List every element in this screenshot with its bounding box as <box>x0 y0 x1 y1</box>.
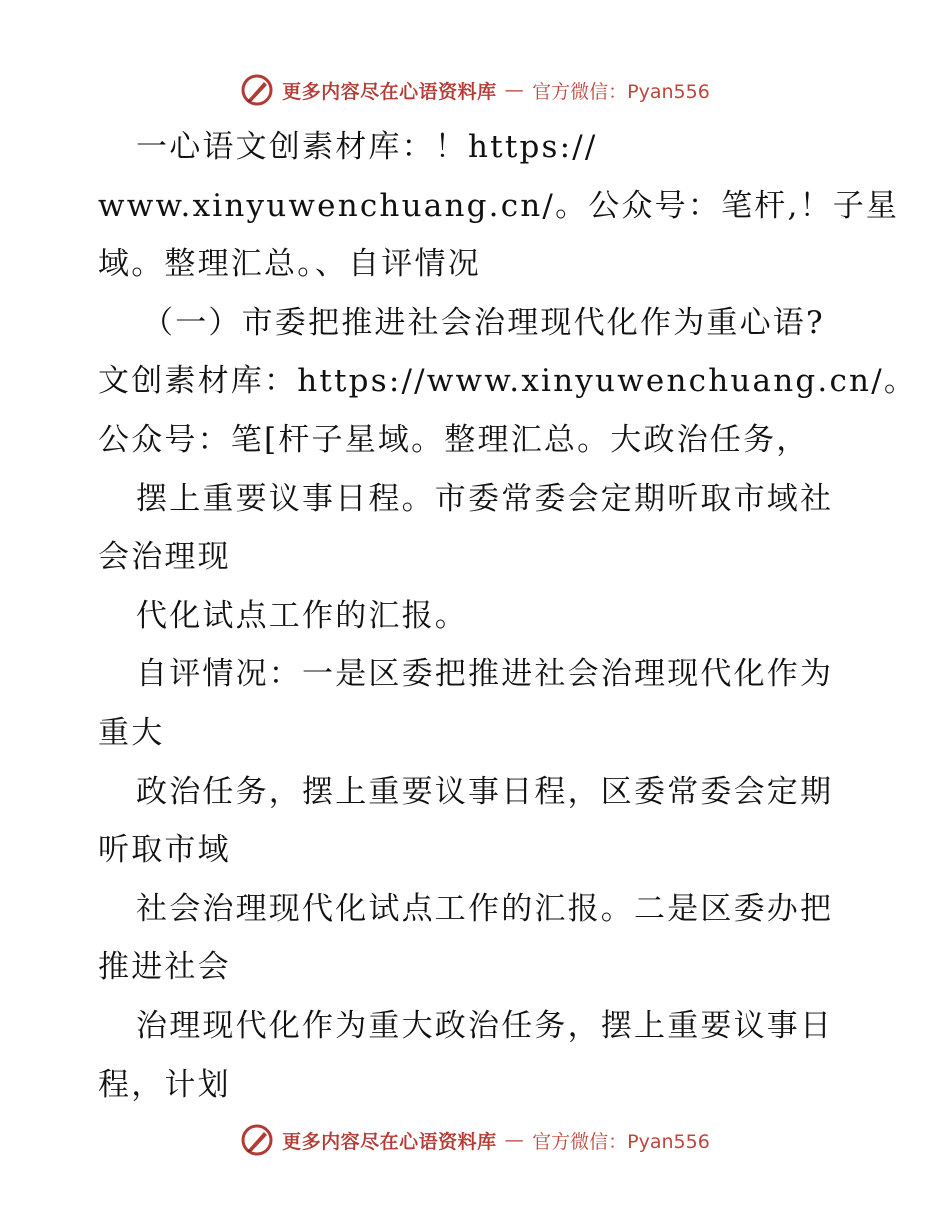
body-line: 公众号：笔[杆子星域。整理汇总。大政治任务， <box>98 421 810 458</box>
body-line: 重大 <box>98 714 165 751</box>
pen-logo-icon <box>240 1123 274 1157</box>
body-line: （一）市委把推进社会治理现代化作为重心语? <box>142 304 825 341</box>
body-line: 治理现代化作为重大政治任务，摆上重要议事日 <box>136 1007 834 1044</box>
footer-banner <box>0 1120 950 1160</box>
banner-contact: 官方微信：Pyan556 <box>532 1130 710 1153</box>
banner-separator: — <box>504 79 525 101</box>
banner-title: 更多内容尽在心语资料库 <box>282 1130 497 1153</box>
document-body <box>98 118 918 1114</box>
body-line: 推进社会 <box>98 949 231 986</box>
body-line: 听取市域 <box>98 832 231 869</box>
body-line: 社会治理现代化试点工作的汇报。二是区委办把 <box>136 890 834 927</box>
banner-separator: — <box>504 1129 525 1151</box>
body-line: 文创素材库：https://www.xinyuwenchuang.cn/。 <box>98 363 918 400</box>
banner-contact: 官方微信：Pyan556 <box>532 80 710 103</box>
body-line: 一心语文创素材库：！https:// <box>136 129 598 165</box>
pen-logo-icon <box>240 73 274 107</box>
body-line: 域。整理汇总。、自评情况 <box>98 246 481 283</box>
body-line: 政治任务，摆上重要议事日程，区委常委会定期 <box>136 773 834 810</box>
header-banner <box>0 70 950 110</box>
body-line: 自评情况：一是区委把推进社会治理现代化作为 <box>136 656 834 693</box>
body-line: 程，计划 <box>98 1066 231 1103</box>
banner-title: 更多内容尽在心语资料库 <box>282 80 497 103</box>
body-line: 会治理现 <box>98 539 231 576</box>
body-line: www.xinyuwenchuang.cn/。公众号：笔杆,！子星 <box>98 187 900 224</box>
body-line: 代化试点工作的汇报。 <box>136 597 468 634</box>
body-line: 摆上重要议事日程。市委常委会定期听取市域社 <box>136 480 834 517</box>
